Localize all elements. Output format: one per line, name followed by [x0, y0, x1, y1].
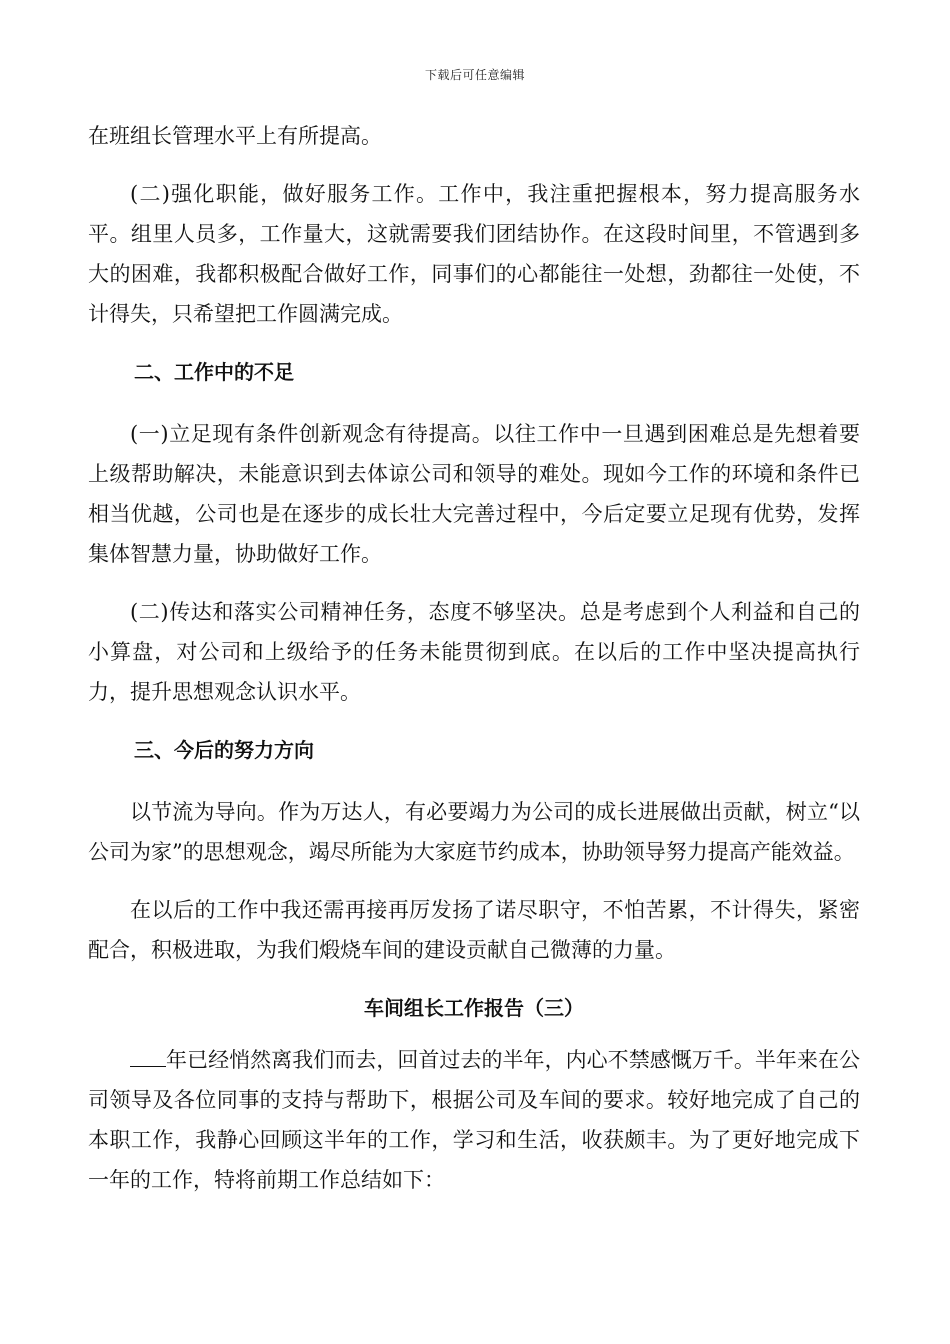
header-note: 下载后可任意编辑: [424, 68, 525, 82]
paragraph-implementation: (二)传达和落实公司精神任务，态度不够坚决。总是考虑到个人利益和自己的小算盘，对公司和上级给予的任务未能贯彻到底。在以后的工作中坚决提高执行力，提升思想观念认识水平。: [88, 600, 860, 704]
section-heading-direction: 三、今后的努力方向: [134, 738, 314, 762]
fill-in-blank: [130, 1042, 166, 1067]
paragraph-intro: [88, 1040, 860, 1200]
paragraph-intro-text: 年已经悄然离我们而去，回首过去的半年，内心不禁感慨万千。半年来在公司领导及各位同事的支持与帮助下，根据公司及车间的要求。较好地完成了自己的本职工作，我静心回顾这半年的工作，学习和生活，收获颇丰。为了更好地完成下一年的工作，特将前期工作总结如下：: [88, 1048, 860, 1192]
paragraph-innovation: (一)立足现有条件创新观念有待提高。以往工作中一旦遇到困难总是先想着要上级帮助解决，未能意识到去体谅公司和领导的难处。现如今工作的环境和条件已相当优越，公司也是在逐步的成长壮大完善过程中，今后定要立足现有优势，发挥集体智慧力量，协助做好工作。: [88, 422, 860, 566]
paragraph-continuation: 在班组长管理水平上有所提高。: [88, 124, 382, 148]
paragraph-commitment: 在以后的工作中我还需再接再厉发扬了诺尽职守，不怕苦累，不计得失，紧密配合，积极进取，为我们煅烧车间的建设贡献自己微薄的力量。: [88, 898, 860, 962]
section-heading-shortcomings: 二、工作中的不足: [134, 360, 294, 384]
paragraph-cost-saving: 以节流为导向。作为万达人，有必要竭力为公司的成长进展做出贡献，树立“以公司为家”的思想观念，竭尽所能为大家庭节约成本，协助领导努力提高产能效益。: [88, 800, 860, 864]
paragraph-service-work: (二)强化职能，做好服务工作。工作中，我注重把握根本，努力提高服务水平。组里人员多，工作量大，这就需要我们团结协作。在这段时间里，不管遇到多大的困难，我都积极配合做好工作，同事们的心都能往一处想，劲都往一处使，不计得失，只希望把工作圆满完成。: [88, 182, 860, 326]
document-title: 车间组长工作报告（三）: [364, 996, 584, 1020]
document-body: [88, 116, 860, 1218]
